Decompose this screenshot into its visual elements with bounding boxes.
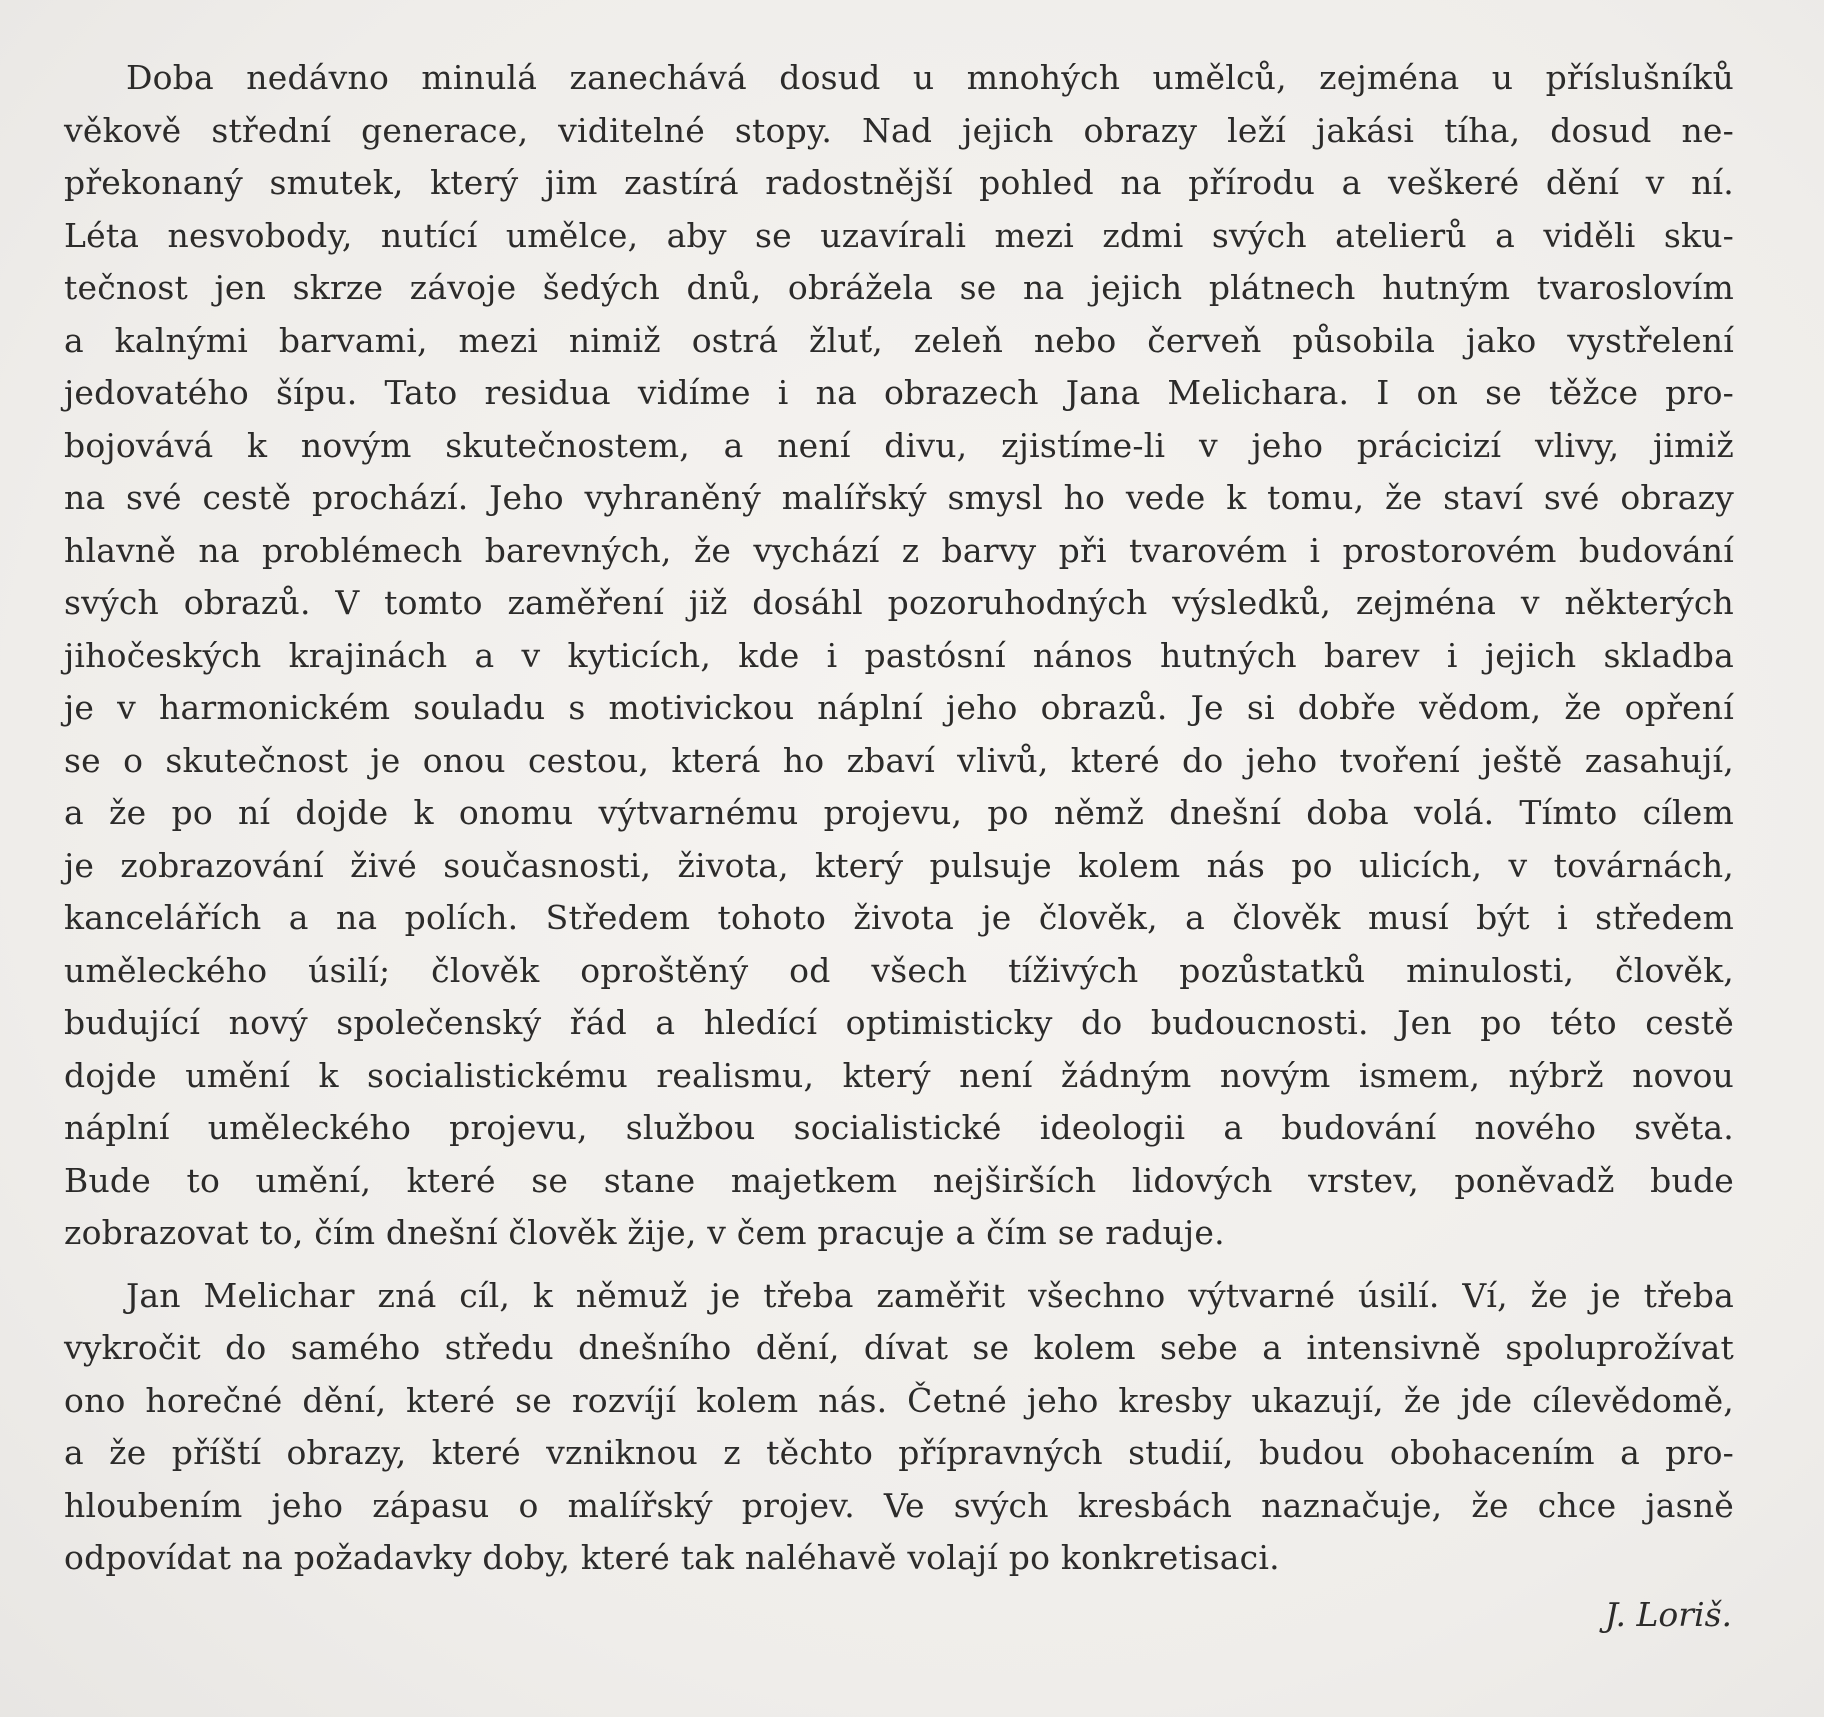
text-line: hlavně na problémech barevných, že vychází z barvy při tvarovém i prostorovém budování [64, 530, 1734, 570]
text-line: náplní uměleckého projevu, službou socialistické ideologii a budování nového světa. [64, 1108, 1734, 1147]
text-line: na své cestě prochází. Jeho vyhraněný malířský smysl ho vede k tomu, že staví své obrazy [64, 478, 1734, 517]
paragraph-1 [64, 52, 1734, 1260]
text-line: a že po ní dojde k onomu výtvarnému projevu, po němž dnešní doba volá. Tímto cílem [64, 793, 1734, 832]
text-line: zobrazovat to, čím dnešní člověk žije, v čem pracuje a čím se raduje. [64, 1213, 1225, 1252]
text-line: ono horečné dění, které se rozvíjí kolem nás. Četné jeho kresby ukazují, že jde cílevědomě, [64, 1380, 1734, 1420]
text-line: vykročit do samého středu dnešního dění, dívat se kolem sebe a intensivně spoluprožívat [64, 1328, 1734, 1367]
text-line: Bude to umění, které se stane majetkem nejširších lidových vrstev, poněvadž bude [64, 1160, 1734, 1200]
text-line: dojde umění k socialistickému realismu, který není žádným novým ismem, nýbrž novou [64, 1055, 1734, 1095]
text-line: kancelářích a na polích. Středem tohoto života je člověk, a člověk musí být i středem [64, 898, 1734, 937]
text-line: je zobrazování živé současnosti, života, který pulsuje kolem nás po ulicích, v továrnách, [64, 845, 1734, 885]
text-line: svých obrazů. V tomto zaměření již dosáhl pozoruhodných výsledků, zejména v některých [64, 583, 1734, 622]
article-body [64, 52, 1734, 1641]
text-line: Léta nesvobody, nutící umělce, aby se uzavírali mezi zdmi svých atelierů a viděli sku- [64, 215, 1734, 255]
text-line: uměleckého úsilí; člověk oproštěný od všech tíživých pozůstatků minulosti, člověk, [64, 950, 1734, 990]
text-line: bojovává k novým skutečnostem, a není divu, zjistíme-li v jeho prácicizí vlivy, jimiž [64, 425, 1734, 465]
text-line: Jan Melichar zná cíl, k němuž je třeba zaměřit všechno výtvarné úsilí. Ví, že je třeba [126, 1275, 1734, 1315]
text-line: Doba nedávno minulá zanechává dosud u mnohých umělců, zejména u příslušníků [126, 58, 1734, 97]
text-line: a že příští obrazy, které vzniknou z těchto přípravných studií, budou obohacením a pro- [64, 1433, 1734, 1472]
text-line: a kalnými barvami, mezi nimiž ostrá žluť, zeleň nebo červeň působila jako vystřelení [64, 320, 1734, 360]
text-line: jedovatého šípu. Tato residua vidíme i na obrazech Jana Melichara. I on se těžce pro- [64, 373, 1734, 412]
text-line: budující nový společenský řád a hledící optimisticky do budoucnosti. Jen po této cestě [64, 1003, 1734, 1042]
text-line: odpovídat na požadavky doby, které tak naléhavě volají po konkretisaci. [64, 1538, 1280, 1577]
text-line: jihočeských krajinách a v kyticích, kde i pastósní nános hutných barev i jejich skladba [64, 635, 1734, 675]
text-line: věkově střední generace, viditelné stopy. Nad jejich obrazy leží jakási tíha, dosud ne- [64, 110, 1734, 150]
text-line: překonaný smutek, který jim zastírá radostnější pohled na přírodu a veškeré dění v ní. [64, 163, 1734, 202]
text-line: se o skutečnost je onou cestou, která ho zbaví vlivů, které do jeho tvoření ještě zasahují, [64, 740, 1734, 780]
text-line: tečnost jen skrze závoje šedých dnů, obrážela se na jejich plátnech hutným tvaroslovím [64, 268, 1734, 307]
text-line: hloubením jeho zápasu o malířský projev. Ve svých kresbách naznačuje, že chce jasně [64, 1485, 1734, 1525]
author-signature: J. Loriš. [1604, 1594, 1732, 1634]
paragraph-2 [64, 1270, 1734, 1585]
text-line: je v harmonickém souladu s motivickou náplní jeho obrazů. Je si dobře vědom, že opření [64, 688, 1734, 727]
